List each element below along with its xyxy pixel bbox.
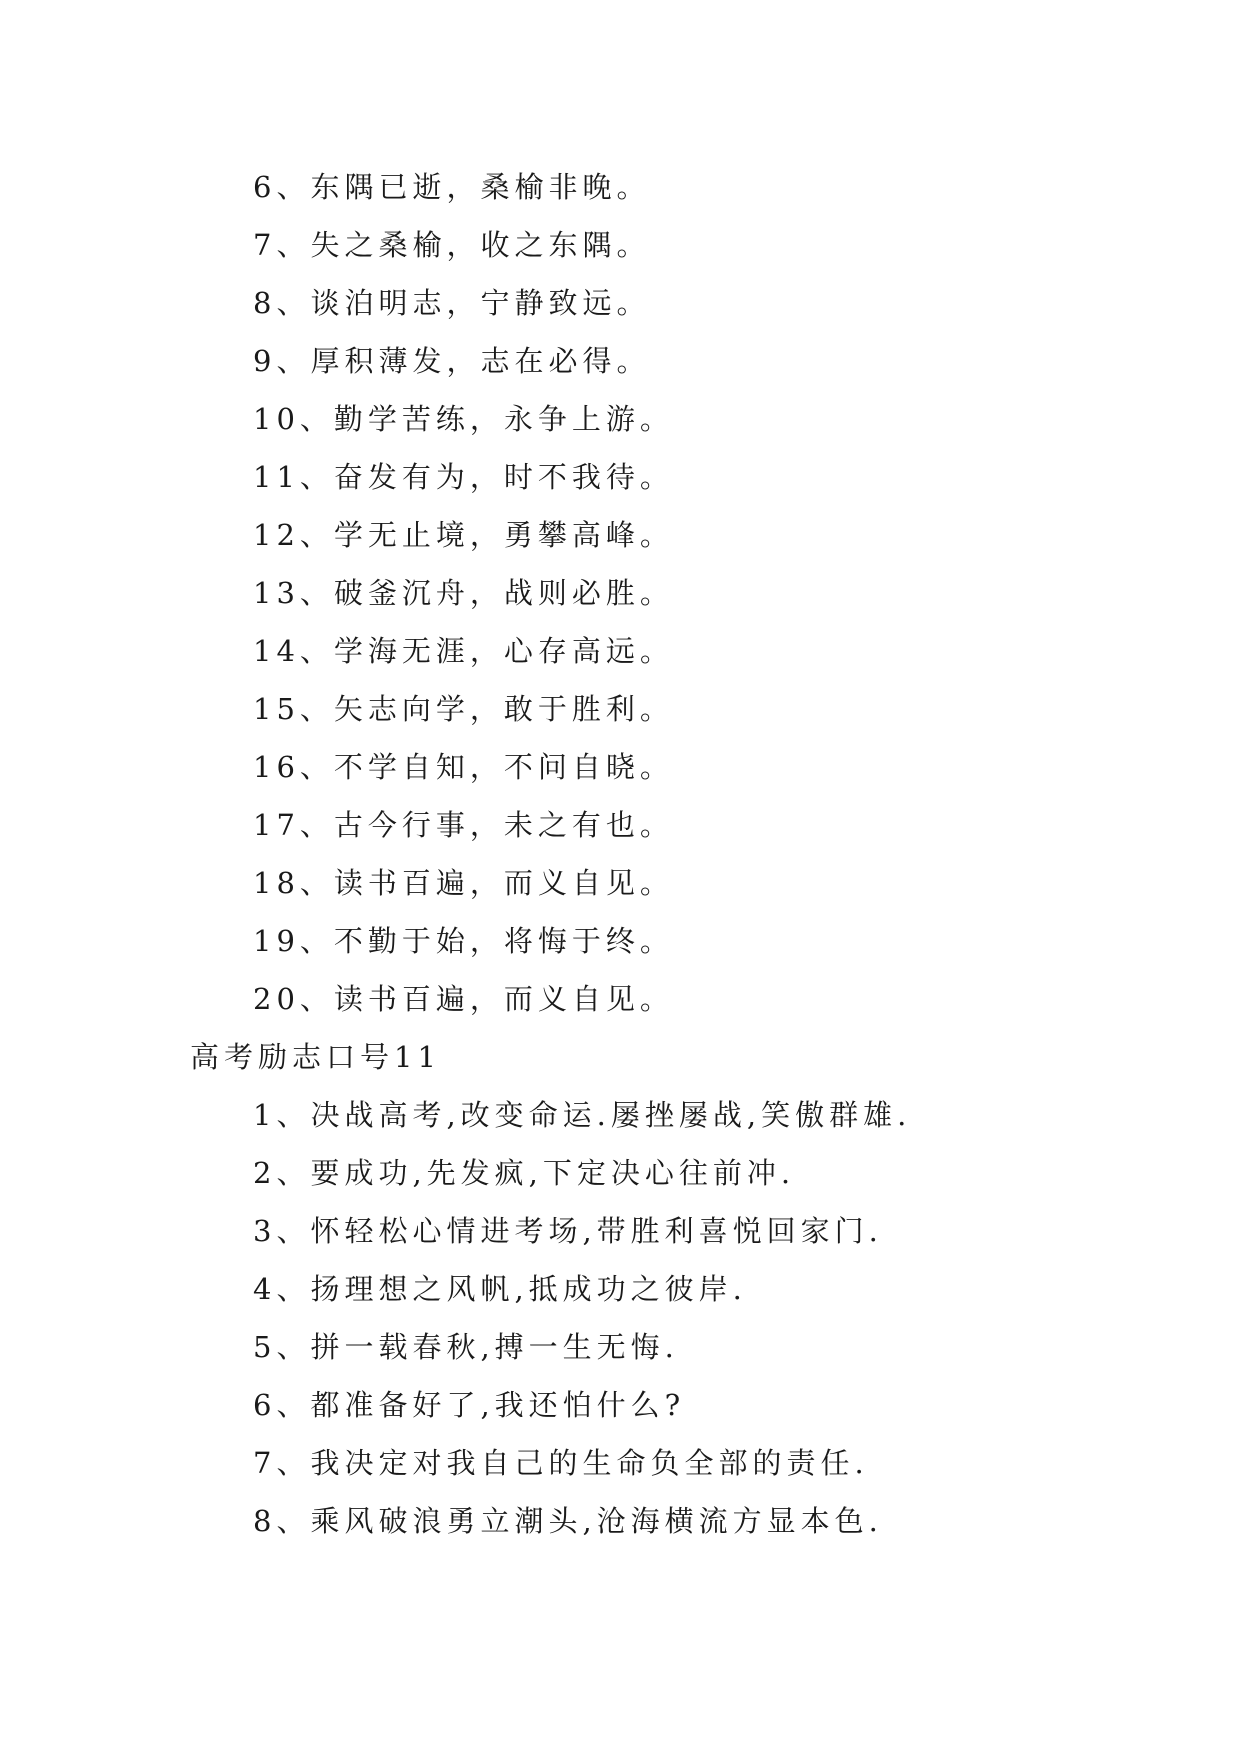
list-item: 18、读书百遍，而义自见。 <box>253 866 674 900</box>
list-item: 6、都准备好了,我还怕什么? <box>253 1388 686 1422</box>
list-item: 4、扬理想之风帆,抵成功之彼岸. <box>253 1272 747 1306</box>
list-item: 6、东隅已逝，桑榆非晚。 <box>253 170 651 204</box>
list-item: 1、决战高考,改变命运.屡挫屡战,笑傲群雄. <box>253 1098 912 1132</box>
list-item: 3、怀轻松心情进考场,带胜利喜悦回家门. <box>253 1214 883 1248</box>
list-item: 2、要成功,先发疯,下定决心往前冲. <box>253 1156 796 1190</box>
list-item: 19、不勤于始，将悔于终。 <box>253 924 674 958</box>
list-item: 15、矢志向学，敢于胜利。 <box>253 692 674 726</box>
list-item: 14、学海无涯，心存高远。 <box>253 634 674 668</box>
list-item: 16、不学自知，不问自晓。 <box>253 750 674 784</box>
list-item: 8、乘风破浪勇立潮头,沧海横流方显本色. <box>253 1504 883 1538</box>
list-item: 17、古今行事，未之有也。 <box>253 808 674 842</box>
section-heading: 高考励志口号11 <box>190 1040 441 1074</box>
list-item: 13、破釜沉舟，战则必胜。 <box>253 576 674 610</box>
list-item: 20、读书百遍，而义自见。 <box>253 982 674 1016</box>
list-item: 11、奋发有为，时不我待。 <box>253 460 674 494</box>
list-item: 12、学无止境，勇攀高峰。 <box>253 518 674 552</box>
list-item: 8、谈泊明志，宁静致远。 <box>253 286 651 320</box>
list-item: 10、勤学苦练，永争上游。 <box>253 402 674 436</box>
list-item: 7、我决定对我自己的生命负全部的责任. <box>253 1446 869 1480</box>
list-item: 5、拼一载春秋,搏一生无悔. <box>253 1330 679 1364</box>
list-item: 7、失之桑榆，收之东隅。 <box>253 228 651 262</box>
list-item: 9、厚积薄发，志在必得。 <box>253 344 651 378</box>
